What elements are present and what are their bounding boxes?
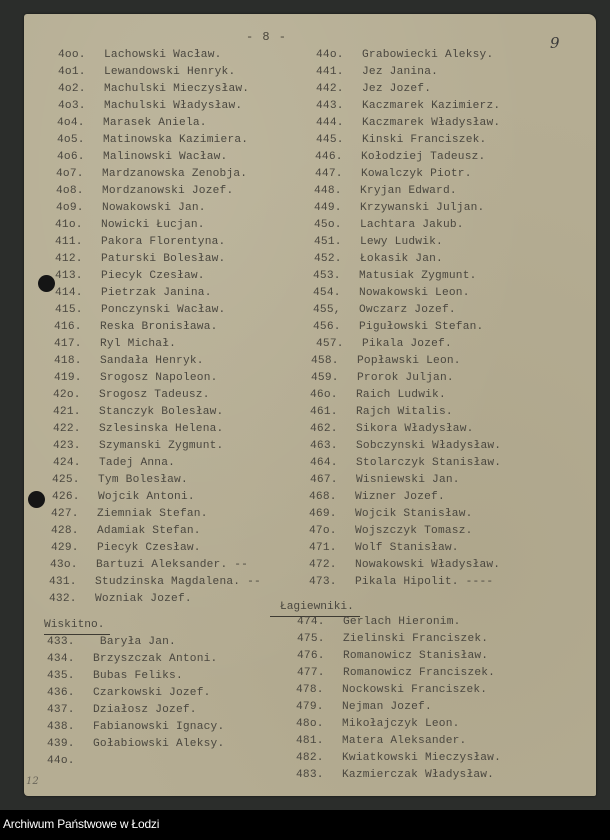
entry-name: Łokasik Jan. — [360, 253, 443, 265]
entry-number: 426. — [52, 491, 80, 503]
entry-name: Matera Aleksander. — [342, 735, 467, 747]
entry-number: 437. — [47, 704, 75, 716]
entry-number: 43o. — [50, 559, 78, 571]
entry-number: 4o9. — [56, 202, 84, 214]
lagiewniki-entry-list — [274, 614, 584, 784]
entry-number: 4o3. — [58, 100, 86, 112]
list-entry — [44, 685, 294, 702]
entry-name: Prorok Juljan. — [357, 372, 454, 384]
entry-number: 425. — [52, 474, 80, 486]
entry-number: 416. — [54, 321, 82, 333]
entry-number: 451. — [314, 236, 342, 248]
entry-number: 422. — [53, 423, 81, 435]
list-entry — [274, 115, 584, 132]
entry-name: Fabianowski Ignacy. — [93, 721, 225, 733]
list-entry — [44, 438, 294, 455]
list-entry — [44, 115, 294, 132]
entry-name: Gołabiowski Aleksy. — [93, 738, 225, 750]
entry-number: 47o. — [309, 525, 337, 537]
list-entry — [274, 234, 584, 251]
list-entry — [44, 540, 294, 557]
list-entry — [44, 421, 294, 438]
entry-name: Mordzanowski Jozef. — [102, 185, 234, 197]
entry-name: Bubas Feliks. — [93, 670, 183, 682]
list-entry — [274, 64, 584, 81]
entry-name: Stanczyk Bolesław. — [99, 406, 224, 418]
list-entry — [44, 47, 294, 64]
list-entry — [274, 404, 584, 421]
list-entry — [44, 98, 294, 115]
list-entry — [274, 557, 584, 574]
entry-name: Romanowicz Franciszek. — [343, 667, 496, 679]
entry-name: Adamiak Stefan. — [97, 525, 201, 537]
section-lagiewniki — [270, 596, 584, 613]
entry-name: Jez Jozef. — [362, 83, 432, 95]
list-entry — [274, 302, 584, 319]
entry-number: 4o4. — [57, 117, 85, 129]
list-entry — [44, 234, 294, 251]
handwritten-corner-note: 12 — [26, 776, 39, 787]
list-entry — [274, 574, 584, 591]
entry-name: Ryl Michał. — [100, 338, 177, 350]
footer-bar — [0, 810, 610, 840]
entry-number: 418. — [54, 355, 82, 367]
list-entry — [274, 506, 584, 523]
list-entry — [274, 438, 584, 455]
entry-number: 475. — [297, 633, 325, 645]
list-entry — [274, 47, 584, 64]
entry-number: 474. — [297, 616, 325, 628]
list-entry — [274, 750, 584, 767]
entry-name: Raich Ludwik. — [356, 389, 446, 401]
entry-number: 477. — [297, 667, 325, 679]
entry-name: Kowalczyk Piotr. — [361, 168, 472, 180]
entry-number: 432. — [49, 593, 77, 605]
entry-name: Szlesinska Helena. — [99, 423, 224, 435]
document-page — [24, 14, 596, 796]
list-entry — [274, 489, 584, 506]
entry-name: Kaczmarek Kazimierz. — [362, 100, 501, 112]
entry-number: 454. — [313, 287, 341, 299]
right-column — [274, 47, 584, 784]
list-entry — [274, 183, 584, 200]
entry-name: Pikala Hipolit. ---- — [355, 576, 494, 588]
page-number: - 8 - — [246, 30, 288, 44]
list-entry — [274, 767, 584, 784]
entry-name: Marasek Aniela. — [103, 117, 207, 129]
entry-name: Machulski Mieczysław. — [104, 83, 250, 95]
list-entry — [274, 614, 584, 631]
entry-number: 472. — [309, 559, 337, 571]
entry-name: Romanowicz Stanisław. — [343, 650, 489, 662]
entry-name: Jez Janina. — [362, 66, 439, 78]
entry-number: 414. — [55, 287, 83, 299]
punch-hole-lower — [28, 491, 45, 508]
list-entry — [274, 217, 584, 234]
list-entry — [274, 648, 584, 665]
entry-number: 423. — [53, 440, 81, 452]
entry-name: Nowakowski Władysław. — [355, 559, 501, 571]
entry-number: 441. — [316, 66, 344, 78]
entry-name: Gerlach Hieronim. — [343, 616, 461, 628]
entry-number: 41o. — [55, 219, 83, 231]
entry-name: Kinski Franciszek. — [362, 134, 487, 146]
entry-name: Kryjan Edward. — [360, 185, 457, 197]
list-entry — [44, 574, 294, 591]
list-entry — [274, 387, 584, 404]
list-entry — [274, 251, 584, 268]
entry-name: Pakora Florentyna. — [101, 236, 226, 248]
entry-number: 431. — [49, 576, 77, 588]
list-entry — [44, 387, 294, 404]
entry-number: 462. — [310, 423, 338, 435]
list-entry — [274, 200, 584, 217]
entry-name: Matinowska Kazimiera. — [103, 134, 249, 146]
list-entry — [274, 319, 584, 336]
entry-number: 447. — [315, 168, 343, 180]
entry-number: 449. — [314, 202, 342, 214]
entry-number: 419. — [54, 372, 82, 384]
entry-number: 467. — [310, 474, 338, 486]
list-entry — [44, 651, 294, 668]
entry-number: 448. — [314, 185, 342, 197]
entry-number: 453. — [313, 270, 341, 282]
entry-name: Zielinski Franciszek. — [343, 633, 489, 645]
entry-number: 446. — [315, 151, 343, 163]
entry-name: Paturski Bolesław. — [101, 253, 226, 265]
list-entry — [44, 285, 294, 302]
entry-name: Stolarczyk Stanisław. — [356, 457, 502, 469]
section-heading-wiskitno: Wiskitno. — [44, 617, 110, 635]
entry-name: Czarkowski Jozef. — [93, 687, 211, 699]
list-entry — [44, 557, 294, 574]
list-entry — [274, 523, 584, 540]
entry-number: 435. — [47, 670, 75, 682]
list-entry — [44, 353, 294, 370]
entry-number: 481. — [296, 735, 324, 747]
list-entry — [274, 699, 584, 716]
entry-name: Kazmierczak Władysław. — [342, 769, 495, 781]
list-entry — [274, 472, 584, 489]
entry-name: Reska Bronisława. — [100, 321, 218, 333]
entry-name: Działosz Jozef. — [93, 704, 197, 716]
entry-number: 438. — [47, 721, 75, 733]
entry-number: 427. — [51, 508, 79, 520]
section-wiskitno — [44, 614, 294, 631]
entry-name: Baryła Jan. — [93, 636, 176, 648]
entry-name: Szymanski Zygmunt. — [99, 440, 224, 452]
entry-number: 459. — [311, 372, 339, 384]
list-entry — [44, 523, 294, 540]
list-entry — [274, 81, 584, 98]
list-entry — [44, 719, 294, 736]
list-entry — [44, 64, 294, 81]
list-entry — [274, 370, 584, 387]
entry-name: Studzinska Magdalena. -- — [95, 576, 261, 588]
wiskitno-entry-list — [44, 634, 294, 770]
list-entry — [44, 336, 294, 353]
entry-number: 46o. — [310, 389, 338, 401]
entry-number: 4o2. — [58, 83, 86, 95]
list-entry — [274, 540, 584, 557]
list-entry — [274, 285, 584, 302]
entry-name: Brzyszczak Antoni. — [93, 653, 218, 665]
list-entry — [44, 506, 294, 523]
list-entry — [44, 81, 294, 98]
entry-name: Machulski Władysław. — [104, 100, 243, 112]
entry-number: 442. — [316, 83, 344, 95]
list-entry — [274, 631, 584, 648]
entry-name: Wozniak Jozef. — [95, 593, 192, 605]
list-entry — [274, 665, 584, 682]
entry-number: 413. — [55, 270, 83, 282]
entry-name: Grabowiecki Aleksy. — [362, 49, 494, 61]
entry-name: Sandała Henryk. — [100, 355, 204, 367]
entry-number: 421. — [53, 406, 81, 418]
entry-name: Kaczmarek Władysław. — [362, 117, 501, 129]
entry-number: 412. — [55, 253, 83, 265]
list-entry — [44, 132, 294, 149]
entry-number: 4o6. — [57, 151, 85, 163]
entry-number: 434. — [47, 653, 75, 665]
entry-number: 436. — [47, 687, 75, 699]
entry-name: Matusiak Zygmunt. — [359, 270, 477, 282]
entry-number: 471. — [309, 542, 337, 554]
list-entry — [44, 183, 294, 200]
list-entry — [44, 634, 294, 651]
list-entry — [274, 682, 584, 699]
entry-number: 4o8. — [56, 185, 84, 197]
entry-name: Nowakowski Leon. — [359, 287, 470, 299]
entry-name: Piecyk Czesław. — [101, 270, 205, 282]
entry-number: 463. — [310, 440, 338, 452]
entry-number: 4o5. — [57, 134, 85, 146]
entry-number: 456. — [313, 321, 341, 333]
entry-name: Lewandowski Henryk. — [104, 66, 236, 78]
entry-number: 429. — [51, 542, 79, 554]
entry-name: Wolf Stanisław. — [355, 542, 459, 554]
entry-name: Srogosz Tadeusz. — [99, 389, 210, 401]
entry-name: Tadej Anna. — [99, 457, 176, 469]
entry-name: Lewy Ludwik. — [360, 236, 443, 248]
list-entry — [274, 353, 584, 370]
entry-name: Sikora Władysław. — [356, 423, 474, 435]
entry-number: 461. — [310, 406, 338, 418]
list-entry — [274, 166, 584, 183]
entry-number: 445. — [316, 134, 344, 146]
list-entry — [274, 132, 584, 149]
entry-name: Malinowski Wacław. — [103, 151, 228, 163]
entry-name: Popławski Leon. — [357, 355, 461, 367]
entry-number: 42o. — [53, 389, 81, 401]
handwritten-folio-number: 9 — [550, 34, 560, 52]
list-entry — [44, 302, 294, 319]
list-entry — [44, 319, 294, 336]
entry-name: Sobczynski Władysław. — [356, 440, 502, 452]
entry-name: Pigułowski Stefan. — [359, 321, 484, 333]
entry-number: 479. — [296, 701, 324, 713]
list-entry — [44, 200, 294, 217]
entry-name: Nowakowski Jan. — [102, 202, 206, 214]
entry-number: 4oo. — [58, 49, 86, 61]
entry-number: 428. — [51, 525, 79, 537]
list-entry — [44, 370, 294, 387]
entry-name: Nowicki Łucjan. — [101, 219, 205, 231]
section-heading-lagiewniki: Łagiewniki. — [270, 599, 360, 617]
list-entry — [274, 421, 584, 438]
entry-number: 415. — [55, 304, 83, 316]
entry-number: 45o. — [314, 219, 342, 231]
left-entry-list — [44, 47, 294, 608]
list-entry — [274, 149, 584, 166]
entry-number: 4o7. — [56, 168, 84, 180]
entry-number: 458. — [311, 355, 339, 367]
list-entry — [44, 736, 294, 753]
entry-name: Wisniewski Jan. — [356, 474, 460, 486]
entry-name: Wojszczyk Tomasz. — [355, 525, 473, 537]
entry-number: 482. — [296, 752, 324, 764]
entry-name: Owczarz Jozef. — [359, 304, 456, 316]
list-entry — [44, 166, 294, 183]
list-entry — [44, 591, 294, 608]
entry-name: Pietrzak Janina. — [101, 287, 212, 299]
entry-name: Kołodziej Tadeusz. — [361, 151, 486, 163]
list-entry — [44, 149, 294, 166]
entry-name: Lachowski Wacław. — [104, 49, 222, 61]
entry-number: 469. — [309, 508, 337, 520]
entry-number: 443. — [316, 100, 344, 112]
entry-name: Mardzanowska Zenobja. — [102, 168, 248, 180]
entry-number: 478. — [296, 684, 324, 696]
entry-number: 473. — [309, 576, 337, 588]
entry-number: 433. — [47, 636, 75, 648]
entry-name: Wojcik Stanisław. — [355, 508, 473, 520]
entry-name: Kwiatkowski Mieczysław. — [342, 752, 502, 764]
entry-name: Ponczynski Wacław. — [101, 304, 226, 316]
list-entry — [44, 404, 294, 421]
entry-name: Nejman Jozef. — [342, 701, 432, 713]
entry-number: 411. — [55, 236, 83, 248]
entry-number: 464. — [310, 457, 338, 469]
entry-name: Lachtara Jakub. — [360, 219, 464, 231]
entry-number: 455, — [313, 304, 341, 316]
list-entry — [44, 268, 294, 285]
list-entry — [44, 753, 294, 770]
entry-number: 417. — [54, 338, 82, 350]
entry-number: 476. — [297, 650, 325, 662]
list-entry — [274, 268, 584, 285]
right-entry-list — [274, 47, 584, 591]
list-entry — [44, 702, 294, 719]
entry-name: Bartuzi Aleksander. -- — [96, 559, 249, 571]
list-entry — [274, 733, 584, 750]
entry-name: Srogosz Napoleon. — [100, 372, 218, 384]
entry-name: Ziemniak Stefan. — [97, 508, 208, 520]
entry-name: Tym Bolesław. — [98, 474, 188, 486]
entry-number: 483. — [296, 769, 324, 781]
entry-name: Wojcik Antoni. — [98, 491, 195, 503]
entry-number: 444. — [316, 117, 344, 129]
list-entry — [44, 489, 294, 506]
list-entry — [274, 455, 584, 472]
entry-name: Mikołajczyk Leon. — [342, 718, 460, 730]
list-entry — [44, 455, 294, 472]
entry-number: 468. — [309, 491, 337, 503]
list-entry — [274, 336, 584, 353]
archive-name-label: Archiwum Państwowe w Łodzi — [3, 817, 160, 831]
entry-number: 4o1. — [58, 66, 86, 78]
entry-number: 439. — [47, 738, 75, 750]
entry-number: 44o. — [316, 49, 344, 61]
list-entry — [44, 251, 294, 268]
list-entry — [44, 217, 294, 234]
entry-name: Krzywanski Juljan. — [360, 202, 485, 214]
entry-number: 48o. — [296, 718, 324, 730]
entry-name: Nockowski Franciszek. — [342, 684, 488, 696]
entry-number: 452. — [314, 253, 342, 265]
entry-number: 457. — [316, 338, 344, 350]
entry-number: 44o. — [47, 755, 75, 767]
entry-name: Wizner Jozef. — [355, 491, 445, 503]
list-entry — [44, 668, 294, 685]
entry-number: 424. — [53, 457, 81, 469]
list-entry — [274, 716, 584, 733]
list-entry — [274, 98, 584, 115]
entry-name: Rajch Witalis. — [356, 406, 453, 418]
list-entry — [44, 472, 294, 489]
entry-name: Piecyk Czesław. — [97, 542, 201, 554]
entry-name: Pikala Jozef. — [362, 338, 452, 350]
left-column — [44, 47, 294, 770]
